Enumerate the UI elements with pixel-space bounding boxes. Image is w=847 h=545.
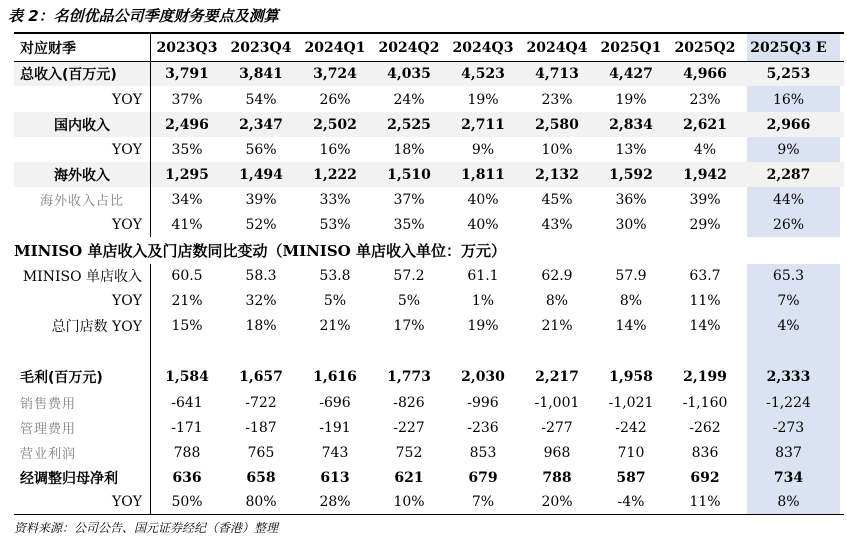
cell-value: 18% (393, 141, 425, 158)
cell-value: 587 (616, 469, 646, 486)
row-label: 营业利润 (20, 447, 77, 462)
cell-value: 40% (467, 191, 499, 208)
cell-value: 1,295 (165, 166, 209, 183)
cell-value: 2,525 (387, 116, 431, 133)
table-row (14, 364, 844, 390)
cell-value: -191 (319, 419, 351, 436)
cell-value: 37% (171, 91, 203, 108)
cell-value-estimate: 65.3 (772, 268, 805, 284)
cell-value: 53% (319, 216, 351, 233)
cell-value: -277 (541, 419, 573, 436)
header-row (14, 34, 844, 61)
cell-value: 1,942 (683, 166, 727, 183)
cell-value: 33% (319, 191, 351, 208)
table-row (14, 264, 844, 288)
table-row (14, 87, 844, 112)
cell-value: 4,713 (535, 66, 579, 82)
table-row (14, 187, 844, 212)
table-row (14, 288, 844, 313)
cell-value: 836 (691, 444, 719, 461)
row-label: 国内收入 (54, 117, 110, 134)
cell-value: 52% (245, 216, 277, 233)
cell-value: -1,160 (682, 394, 728, 411)
section-title: MINISO 单店收入及门店数同比变动（MINISO 单店收入单位：万元） (14, 242, 506, 260)
cell-value: 1,657 (239, 369, 283, 385)
table-bottom-rule (14, 514, 844, 515)
cell-value: 19% (467, 317, 499, 334)
cell-value: 54% (245, 91, 277, 108)
cell-value: 43% (541, 216, 573, 233)
cell-value: 968 (543, 444, 571, 461)
cell-value: 16% (319, 141, 351, 158)
cell-value: 61.1 (467, 268, 499, 284)
cell-value: 35% (393, 216, 425, 233)
cell-value: -641 (171, 394, 203, 411)
header-period: 2023Q4 (230, 39, 292, 56)
cell-value: -262 (689, 419, 721, 436)
cell-value: 1,773 (387, 369, 431, 385)
cell-value: 19% (615, 91, 647, 108)
cell-value: -996 (467, 394, 499, 411)
cell-value: 853 (469, 444, 497, 461)
cell-value: 710 (617, 444, 645, 461)
header-period: 2025Q1 (600, 39, 662, 56)
cell-value: 765 (247, 444, 275, 461)
row-label: YOY (112, 216, 142, 233)
cell-value: 41% (171, 216, 203, 233)
cell-value: 19% (467, 91, 499, 108)
cell-value: 2,030 (461, 369, 505, 385)
cell-value-estimate: 2,333 (766, 369, 811, 385)
cell-value: -227 (393, 419, 425, 436)
cell-value: 2,132 (535, 166, 579, 183)
cell-value: 57.9 (615, 268, 647, 284)
cell-value: 613 (320, 469, 350, 486)
cell-value: 3,724 (313, 66, 357, 82)
cell-value: 62.9 (541, 268, 573, 284)
cell-value: 1,616 (313, 369, 357, 385)
cell-value: -722 (245, 394, 277, 411)
cell-value: 21% (319, 317, 351, 334)
source-note: 资料来源：公司公告、国元证券经纪（香港）整理 (14, 521, 279, 535)
cell-value-estimate: 16% (772, 91, 805, 108)
table-row (14, 465, 844, 490)
cell-value: -187 (245, 419, 277, 436)
cell-value: 1,592 (609, 166, 653, 183)
cell-value: 752 (395, 444, 423, 461)
cell-value-estimate: 44% (772, 191, 805, 208)
cell-value: 4,035 (387, 66, 431, 82)
cell-value: 37% (393, 191, 425, 208)
cell-value: 1,811 (461, 166, 505, 183)
cell-value: -1,001 (534, 394, 580, 411)
cell-value: -1,021 (608, 394, 654, 411)
cell-value: 13% (615, 141, 647, 158)
table-row (14, 440, 844, 465)
cell-value: 1% (471, 292, 495, 309)
cell-value: 34% (171, 191, 203, 208)
cell-value: 2,496 (165, 116, 209, 133)
cell-value: 18% (245, 317, 277, 334)
cell-value: -4% (617, 494, 645, 510)
cell-value: 30% (615, 216, 647, 233)
cell-value-estimate: 4% (777, 317, 800, 334)
row-label: 海外收入 (54, 167, 110, 184)
cell-value: 788 (542, 469, 572, 486)
cell-value: 8% (545, 292, 569, 309)
cell-value: 11% (689, 494, 721, 510)
cell-value: -826 (393, 394, 425, 411)
table-row (14, 112, 844, 137)
cell-value-estimate: 26% (772, 216, 805, 233)
cell-value: 35% (171, 141, 203, 158)
cell-value-estimate: 837 (775, 444, 802, 461)
cell-value: 4,966 (683, 66, 727, 82)
cell-value: 636 (172, 469, 202, 486)
cell-value: 56% (245, 141, 277, 158)
cell-value: 14% (615, 317, 647, 334)
cell-value: 45% (541, 191, 573, 208)
cell-value: 2,217 (535, 369, 579, 385)
cell-value: 11% (689, 292, 721, 309)
cell-value: 788 (173, 444, 201, 461)
cell-value: 2,834 (609, 116, 653, 133)
cell-value-estimate: -1,224 (766, 394, 811, 411)
cell-value: 1,510 (387, 166, 431, 183)
cell-value: 2,580 (535, 116, 579, 133)
cell-value: 21% (541, 317, 573, 334)
header-period: 2025Q2 (674, 39, 736, 56)
cell-value: 26% (319, 91, 351, 108)
cell-value: 57.2 (393, 268, 425, 284)
cell-value: 658 (246, 469, 276, 486)
cell-value-estimate: 9% (777, 141, 800, 158)
cell-value: -696 (319, 394, 351, 411)
cell-value: 4,427 (609, 66, 653, 82)
cell-value: 23% (689, 91, 721, 108)
cell-value: 20% (541, 494, 573, 510)
cell-value: 4% (693, 141, 717, 158)
cell-value: 743 (321, 444, 349, 461)
cell-value: 39% (689, 191, 721, 208)
cell-value: 3,841 (239, 66, 283, 82)
row-label: 总收入(百万元) (20, 67, 117, 83)
header-period-estimate: 2025Q3 E (750, 39, 827, 56)
cell-value: 36% (615, 191, 647, 208)
header-period: 2024Q4 (526, 39, 588, 56)
cell-value: 32% (245, 292, 277, 309)
cell-value: 63.7 (689, 268, 721, 284)
cell-value: 14% (689, 317, 721, 334)
cell-value: 1,494 (239, 166, 283, 183)
cell-value: 39% (245, 191, 277, 208)
cell-value: 621 (394, 469, 424, 486)
cell-value: -236 (467, 419, 499, 436)
row-label: 销售费用 (20, 397, 77, 412)
cell-value: 5% (323, 292, 347, 309)
row-label: YOY (112, 141, 142, 158)
cell-value: 692 (690, 469, 720, 486)
header-label: 对应财季 (20, 40, 76, 57)
row-label: 管理费用 (20, 422, 77, 437)
table-row (14, 162, 844, 187)
cell-value: 5% (397, 292, 421, 309)
row-label: 毛利(百万元) (20, 370, 103, 386)
cell-value: 7% (471, 494, 495, 510)
header-period: 2024Q2 (378, 39, 440, 56)
table-row (14, 313, 844, 338)
row-label: YOY (112, 292, 142, 309)
cell-value: 1,584 (165, 369, 209, 385)
table-row (14, 62, 844, 86)
header-period: 2024Q1 (304, 39, 366, 56)
header-period: 2023Q3 (156, 39, 218, 56)
cell-value-estimate: 5,253 (766, 66, 811, 82)
cell-value: 1,958 (609, 369, 653, 385)
table-row (14, 490, 844, 514)
cell-value-estimate: 7% (777, 292, 800, 309)
cell-value: 60.5 (171, 268, 203, 284)
cell-value: 53.8 (319, 268, 351, 284)
cell-value: 58.3 (245, 268, 277, 284)
cell-value: 2,199 (683, 369, 727, 385)
table-row (14, 137, 844, 162)
cell-value-estimate: 2,287 (766, 166, 811, 183)
table-title: 表 2：名创优品公司季度财务要点及测算 (8, 7, 279, 25)
cell-value: 28% (319, 494, 351, 510)
cell-value-estimate: 2,966 (766, 116, 811, 133)
row-label: YOY (112, 91, 142, 108)
cell-value: 23% (541, 91, 573, 108)
cell-value: 3,791 (165, 66, 209, 82)
row-label: MINISO 单店收入 (22, 269, 142, 285)
cell-value: 17% (393, 317, 425, 334)
row-label: 总门店数 YOY (51, 318, 142, 335)
cell-value: 8% (619, 292, 643, 309)
table-row (14, 212, 844, 237)
header-period: 2024Q3 (452, 39, 514, 56)
cell-value-estimate: -273 (772, 419, 805, 436)
cell-value: 2,347 (239, 116, 283, 133)
cell-value: 15% (171, 317, 203, 334)
cell-value: 2,502 (313, 116, 357, 133)
cell-value: 24% (393, 91, 425, 108)
cell-value: 2,621 (683, 116, 727, 133)
cell-value: 29% (689, 216, 721, 233)
row-label: YOY (112, 494, 142, 510)
cell-value: 4,523 (461, 66, 505, 82)
cell-value: 80% (245, 494, 277, 510)
row-label: 海外收入占比 (39, 194, 124, 209)
table-row (14, 415, 844, 440)
cell-value-estimate: 8% (777, 494, 800, 510)
row-label: 经调整归母净利 (20, 470, 118, 487)
cell-value: -171 (171, 419, 203, 436)
cell-value: -242 (615, 419, 647, 436)
table-row (14, 390, 844, 415)
cell-value: 10% (393, 494, 425, 510)
cell-value: 10% (541, 141, 573, 158)
cell-value: 50% (171, 494, 203, 510)
cell-value: 679 (468, 469, 498, 486)
cell-value: 40% (467, 216, 499, 233)
cell-value: 21% (171, 292, 203, 309)
cell-value: 9% (471, 141, 495, 158)
cell-value: 2,711 (461, 116, 505, 133)
cell-value: 1,222 (313, 166, 357, 183)
cell-value-estimate: 734 (773, 469, 804, 486)
